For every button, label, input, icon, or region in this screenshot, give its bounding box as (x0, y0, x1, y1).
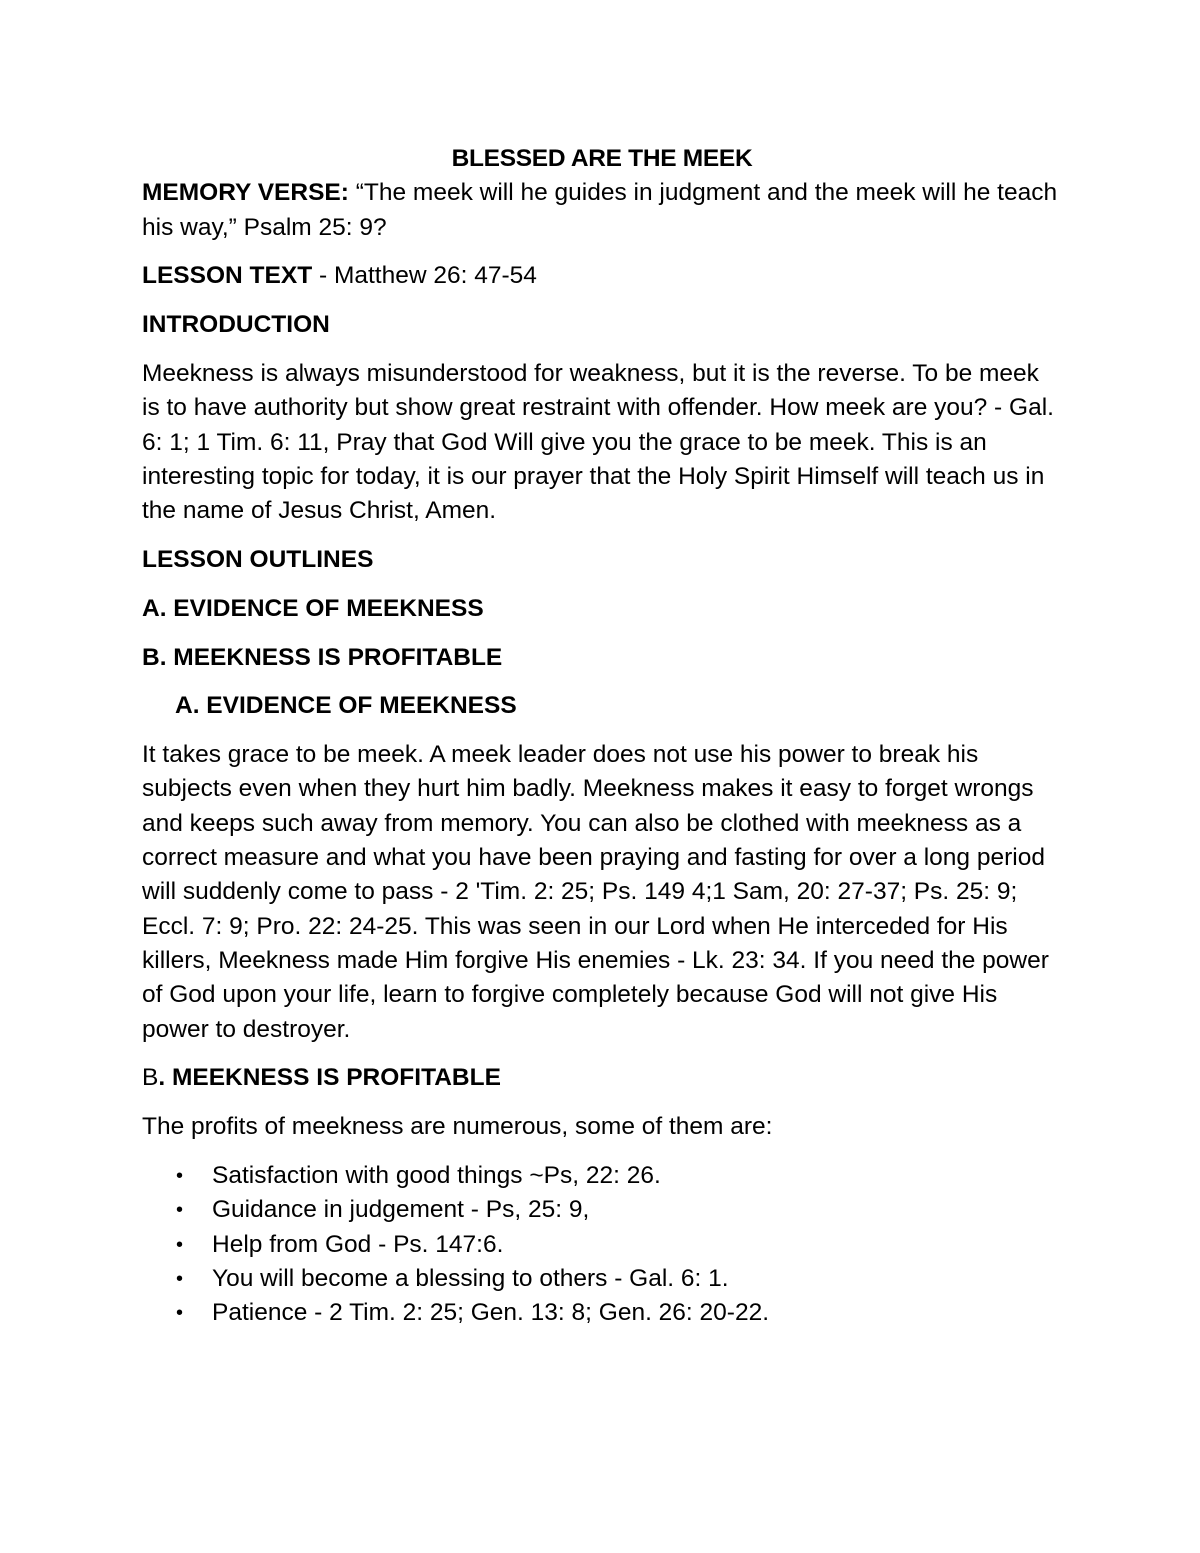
outline-item: B. MEEKNESS IS PROFITABLE (142, 643, 503, 671)
bullet-icon: • (176, 1302, 184, 1325)
list-item-text: You will become a blessing to others - Gal. 6: 1. (212, 1264, 729, 1292)
section-b-heading (142, 1061, 1062, 1095)
bullet-icon: • (176, 1233, 184, 1256)
bullet-icon: • (176, 1164, 184, 1187)
list-item-text: Patience - 2 Tim. 2: 25; Gen. 13: 8; Gen. 26: 20-22. (212, 1299, 770, 1327)
lesson-text-label: LESSON TEXT (142, 262, 313, 290)
list-item-text: Satisfaction with good things ~Ps, 22: 26. (212, 1161, 661, 1189)
list-item (142, 1262, 1062, 1296)
lesson-text (142, 259, 1062, 293)
outline-item: A. EVIDENCE OF MEEKNESS (142, 594, 484, 622)
memory-verse-text: “The meek will he guides in judgment and the meek will he teach his way,” Psalm 25: 9? (142, 179, 1058, 241)
list-item-text: Guidance in judgement - Ps, 25: 9, (212, 1196, 590, 1224)
section-a-heading: A. EVIDENCE OF MEEKNESS (175, 692, 517, 720)
bullet-icon: • (176, 1267, 184, 1290)
lesson-text-reference: - Matthew 26: 47-54 (312, 262, 537, 290)
document-body (142, 142, 1062, 1330)
bullet-icon: • (176, 1199, 184, 1222)
memory-verse-label: MEMORY VERSE: (142, 179, 349, 207)
list-item (142, 1159, 1062, 1193)
document-title: BLESSED ARE THE MEEK (451, 145, 753, 172)
profits-list (142, 1159, 1062, 1330)
introduction-paragraph: Meekness is always misunderstood for weakness, but it is the reverse. To be meek is to have authority but show great restraint with offender. How meek are you? - Gal. 6: 1; 1 Tim. 6: 11, Pray that God Will give you the grace to be meek. This is an interesting topic for today, it is our prayer that the Holy Spirit Himself will teach us in the name of Jesus Christ, Amen. (142, 359, 1054, 525)
section-b-heading-text: . MEEKNESS IS PROFITABLE (158, 1064, 501, 1092)
section-a-paragraph: It takes grace to be meek. A meek leader does not use his power to break his subjects even when they hurt him badly. Meekness makes it easy to forget wrongs and keeps such away from memory. You can also be clothed with meekness as a correct measure and what you have been praying and fasting for over a long period will suddenly come to pass - 2 'Tim. 2: 25; Ps. 149 4;1 Sam, 20: 27-37; Ps. 25: 9; Eccl. 7: 9; Pro. 22: 24-25. This was seen in our Lord when He interceded for His killers, Meekness made Him forgive His enemies - Lk. 23: 34. If you need the power of God upon your life, learn to forgive completely because God will not give His power to destroyer. (142, 741, 1049, 1043)
memory-verse (142, 176, 1062, 245)
list-item-text: Help from God - Ps. 147:6. (212, 1230, 504, 1258)
list-item (142, 1193, 1062, 1227)
list-item (142, 1296, 1062, 1330)
introduction-heading: INTRODUCTION (142, 311, 330, 339)
outlines-heading: LESSON OUTLINES (142, 545, 374, 573)
section-b-intro: The profits of meekness are numerous, some of them are: (142, 1113, 773, 1141)
list-item (142, 1228, 1062, 1262)
section-b-heading-prefix: B (142, 1064, 159, 1092)
